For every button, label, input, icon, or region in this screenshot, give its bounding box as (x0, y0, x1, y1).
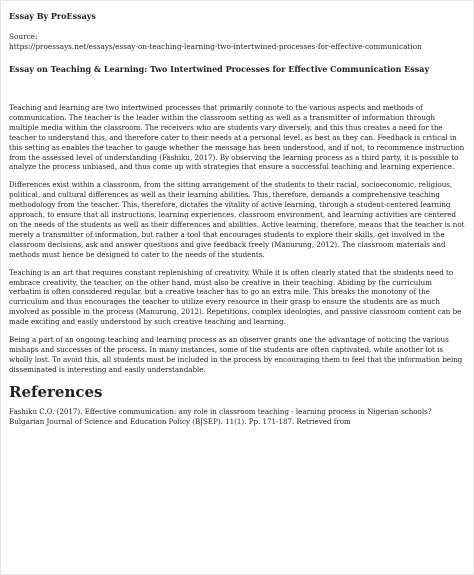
essay-title: Essay on Teaching & Learning: Two Intertwined Processes for Effective Communication Essay (9, 64, 430, 74)
essay-paragraph-3: Teaching is an art that requires constant replenishing of creativity. While it is often clearly stated that the students need to embrace creativity, the teacher, on the other hand, must also be creative in their teaching. Abiding by the curriculum verbatim is often considered regular, but a creative teacher has to go an extra mile. This breaks the monotony of the curriculum and thus encourages the teacher to utilize every resource in their grasp to ensure the students are as much involved as possible in the process (Manurung, 2012). Repetitions, complex ideologies, and passive classroom content can be made exciting and easily understood by such creative teaching and learning. (9, 267, 462, 327)
site-title: Essay By ProEssays (9, 11, 96, 21)
source-block (9, 32, 465, 52)
essay-paragraph-2: Differences exist within a classroom, from the sitting arrangement of the students to their racial, socioeconomic, religious, political, and cultural differences as well as their learning abilities. This, therefore, demands a comprehensive teaching methodology from the teacher. This, therefore, dictates the vitality of active learning, through a student-centered learning approach, to ensure that all instructions, learning experiences, classroom environment, and learning activities are centered on the needs of the students as well as their differences and abilities. Active learning, therefore, means that the teacher is not merely a transmitter of information, but rather a tool that encourages students to explore their skills, get involved in the classroom decisions, ask and answer questions and give feedback freely (Manurung, 2012). The classroom materials and methods must hence be designed to cater to the needs of the students. (9, 180, 465, 259)
source-label: Source: (9, 32, 38, 41)
references-heading: References (9, 382, 103, 401)
source-url[interactable]: https://proessays.net/essays/essay-on-teaching-learning-two-intertwined-processes-for-effective-communication (9, 42, 422, 51)
essay-paragraph-1: Teaching and learning are two intertwined processes that primarily connote to the various aspects and methods of communication. The teacher is the leader within the classroom setting as well as a transmitter of information through multiple media within the classroom. The receivers who are students vary diversely, and this thus creates a need for the teacher to understand this, and therefore cater to their needs at a personal level, as best as they can. Feedback is critical in this setting as enables the teacher to gauge whether the message has been understood, and if not, to recommence instruction from the assessed level of understanding (Fashiku, 2017). By observing the learning process as a third party, it is possible to analyze the process unbiased, and thus come up with strategies that ensure a successful teaching and learning experience. (9, 103, 465, 172)
reference-item-1: Fashiku C.O. (2017). Effective communication: any role in classroom teaching - learning process in Nigerian schools? Bulgarian Journal of Science and Education Policy (BJSEP). 11(1). Pp. 171-187. Retrieved from (9, 406, 432, 426)
essay-paragraph-4: Being a part of an ongoing teaching and learning process as an observer grants one the advantage of noticing the various mishaps and successes of the process. In many instances, some of the students are often captivated, while another lot is wholly lost. To avoid this, all students must be included in the process by encouraging them to feel that the information being disseminated is interesting and easily understandable. (9, 335, 463, 374)
